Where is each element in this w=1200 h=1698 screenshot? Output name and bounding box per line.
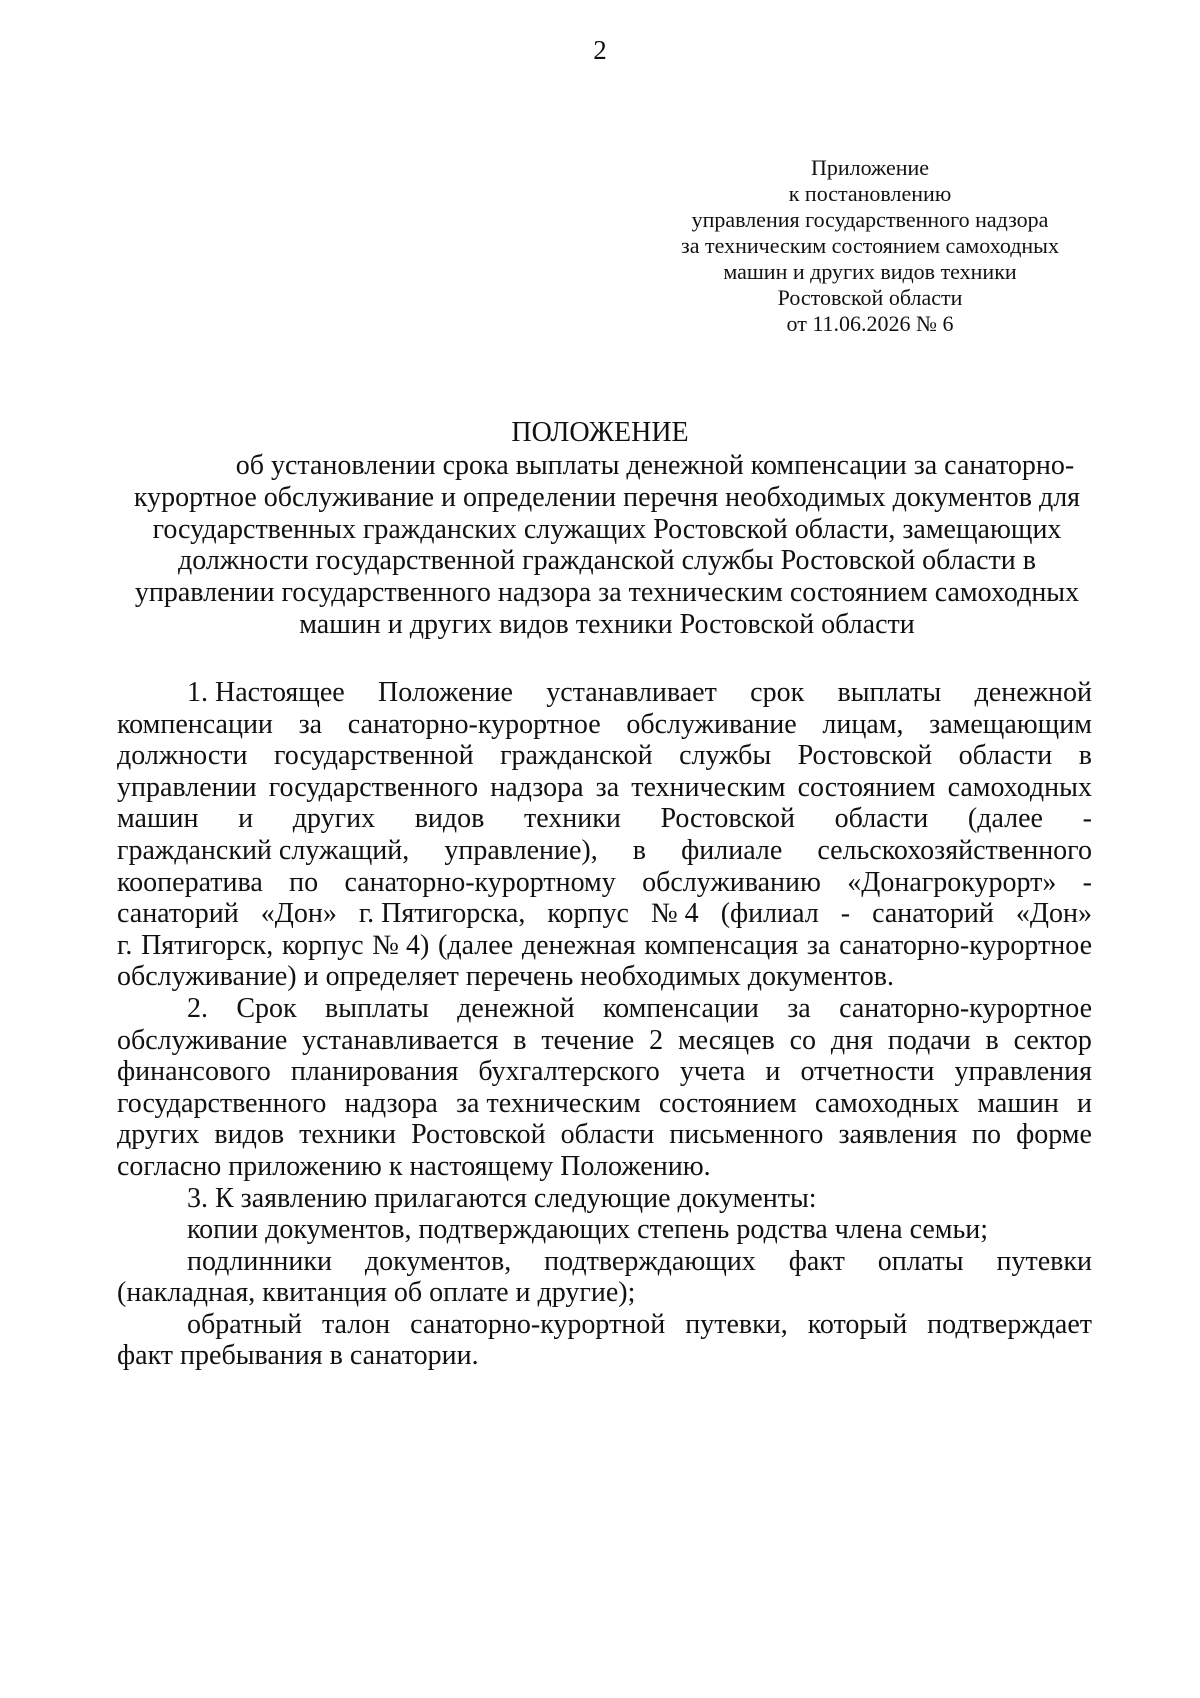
body-word: техники — [299, 1119, 397, 1151]
body-word: государственного — [117, 1087, 327, 1119]
subtitle-line: об установлении срока выплаты денежной компенсации за санаторно- — [235, 450, 1075, 481]
appendix-block — [660, 155, 1080, 337]
body-word: № 4) — [372, 929, 430, 961]
body-word: - — [840, 898, 851, 930]
body-word: машин — [117, 803, 199, 835]
body-word: техники — [524, 803, 621, 835]
body-word: 2 — [649, 1024, 664, 1056]
body-line — [117, 1340, 1092, 1372]
body-word: надзора — [344, 1087, 438, 1119]
body-line — [117, 772, 1092, 804]
body-word: лицам, — [822, 708, 904, 740]
body-word: денежной — [457, 992, 575, 1024]
body-word: в — [513, 1024, 527, 1056]
body-word: области — [560, 1119, 655, 1151]
body-line — [117, 1214, 1092, 1246]
body-word: замещающим — [929, 708, 1092, 740]
body-word: дня — [830, 1024, 874, 1056]
body-word: устанавливает — [546, 677, 717, 708]
body-word: и — [1077, 1087, 1092, 1119]
body-word: учета — [679, 1056, 746, 1088]
body-word: подтверждающих — [544, 1245, 756, 1277]
body-word: корпус — [547, 898, 629, 930]
body-word: обслуживанию — [642, 866, 821, 898]
body-word: видов — [214, 1119, 285, 1151]
appendix-line: к постановлению — [788, 181, 952, 206]
body-word: денежная — [521, 929, 636, 961]
body-word: санаторно-курортному — [344, 866, 616, 898]
body-word: Ростовской — [660, 803, 796, 835]
body-word: планирования — [290, 1056, 459, 1088]
subtitle-line: курортное обслуживание и определении перечня необходимых документов для — [133, 481, 1081, 513]
body-word: самоходных — [947, 771, 1092, 803]
body-word: за — [806, 929, 831, 961]
body-word: документов, — [364, 1245, 512, 1277]
body-word: состоянием — [797, 771, 936, 803]
body-word: (далее — [438, 929, 514, 961]
body-word: факт — [788, 1245, 845, 1277]
body-word: 2. — [187, 992, 208, 1024]
body-word: месяцев — [677, 1024, 775, 1056]
body-word: бухгалтерского — [478, 1056, 660, 1088]
body-word: самоходных — [814, 1087, 960, 1119]
body-word: должности — [117, 740, 248, 772]
body-word: который — [807, 1308, 908, 1340]
body-word: «Донагрокурорт» — [847, 866, 1057, 898]
body-word: гражданский служащий, — [117, 834, 410, 866]
body-word: г. Пятигорска, — [358, 898, 526, 930]
body-word: области — [958, 740, 1053, 772]
body-line — [117, 1151, 1092, 1183]
body-word: филиале — [681, 834, 783, 866]
body-word: № 4 — [650, 898, 699, 930]
body-word: факт пребывания в санатории. — [117, 1340, 479, 1372]
body-word: управление), — [444, 834, 598, 866]
body-word: компенсация — [644, 929, 799, 961]
body-word: состоянием — [658, 1087, 797, 1119]
body-word: Положение — [378, 677, 513, 708]
body-word: по — [972, 1119, 1001, 1151]
body-word: и — [238, 803, 254, 835]
appendix-line: машин и других видов техники — [723, 259, 1017, 284]
subtitle-line: должности государственной гражданской службы Ростовской области в — [178, 545, 1036, 577]
body-word: кооператива — [117, 866, 263, 898]
body-word: течение — [541, 1024, 635, 1056]
body-word: устанавливается — [302, 1024, 499, 1056]
body-word: письменного — [669, 1119, 824, 1151]
body-word: управлении — [117, 771, 257, 803]
body-word: путевки, — [685, 1308, 788, 1340]
body-word: Пятигорск, — [141, 929, 274, 961]
body-line — [117, 835, 1092, 867]
body-word: (накладная, квитанция об оплате и другие); — [117, 1277, 636, 1309]
body-word: в — [1078, 740, 1092, 772]
body-line — [117, 961, 1092, 993]
body-word: компенсации — [117, 708, 273, 740]
body-word: службы — [679, 740, 772, 772]
body-line — [117, 1183, 1092, 1215]
body-word: управления — [954, 1056, 1092, 1088]
body-line — [117, 1277, 1092, 1309]
body-line — [117, 1309, 1092, 1341]
subtitle-line: машин и других видов техники Ростовской области — [299, 608, 915, 640]
body-word: - — [1082, 866, 1092, 898]
body-word: обслуживание) и определяет перечень необходимых документов. — [117, 961, 895, 993]
body-word: за техническим — [455, 1087, 641, 1119]
body-word: копии документов, подтверждающих степень родства члена семьи; — [187, 1214, 989, 1246]
body-line — [117, 1088, 1092, 1120]
body-word: и — [765, 1056, 781, 1088]
appendix-date-line: от 11.06.2026 № 6 — [786, 311, 954, 336]
body-word: техническим — [631, 771, 786, 803]
body-word: гражданской — [500, 740, 653, 772]
body-word: области — [834, 803, 929, 835]
body-word: обслуживание — [117, 1024, 288, 1056]
body-word: надзора — [490, 771, 584, 803]
body-word: заявления — [838, 1119, 957, 1151]
body-line — [117, 803, 1092, 835]
body-word: 3. К заявлению прилагаются следующие документы: — [187, 1182, 817, 1214]
body-word: сельскохозяйственного — [817, 834, 1092, 866]
body-word: форме — [1016, 1119, 1092, 1151]
body-word: санаторий — [117, 898, 239, 930]
body-line — [117, 677, 1092, 709]
body-word: видов — [414, 803, 485, 835]
body-line — [117, 1246, 1092, 1278]
body-word: сектор — [1013, 1024, 1092, 1056]
body-word: отчетности — [800, 1056, 935, 1088]
body-word: обслуживание — [626, 708, 797, 740]
body-word: согласно приложению к настоящему Положению. — [117, 1150, 711, 1182]
body-word: за — [298, 708, 323, 740]
body-word: других — [117, 1119, 200, 1151]
body-word: в — [985, 1024, 999, 1056]
body-word: других — [292, 803, 376, 835]
body-word: 1. Настоящее — [187, 677, 345, 708]
appendix-line: Ростовской области — [777, 285, 963, 310]
subtitle-line: управлении государственного надзора за техническим состоянием самоходных — [134, 577, 1080, 609]
body-word: срок — [750, 677, 805, 708]
body-word: (филиал — [720, 898, 819, 930]
body-line — [117, 993, 1092, 1025]
body-line — [117, 930, 1092, 962]
body-word: санаторно-курортное — [839, 929, 1092, 961]
body-word: подачи — [887, 1024, 971, 1056]
body-word: подтверждает — [927, 1308, 1092, 1340]
body-word: Ростовской — [797, 740, 933, 772]
body-word: государственного — [268, 771, 479, 803]
body-word: за — [595, 771, 620, 803]
body-word: (далее — [967, 803, 1043, 835]
body-word: санаторно-курортной — [410, 1308, 666, 1340]
appendix-line: за техническим состоянием самоходных — [681, 233, 1059, 258]
body-line — [117, 867, 1092, 899]
body-word: выплаты — [837, 677, 942, 708]
body-word: г. — [117, 929, 133, 961]
body-word: санаторно-курортное — [839, 992, 1092, 1024]
body-word: «Дон» — [260, 898, 337, 930]
body-word: подлинники — [187, 1245, 332, 1277]
document-subtitle — [120, 450, 1094, 641]
body-word: выплаты — [325, 992, 429, 1024]
body-word: санаторий — [872, 898, 994, 930]
body-word: финансового — [117, 1056, 271, 1088]
body-word: путевки — [996, 1245, 1092, 1277]
body-word: оплаты — [877, 1245, 964, 1277]
body-word: денежной — [974, 677, 1092, 708]
appendix-line: Приложение — [810, 155, 930, 180]
body-word: по — [289, 866, 319, 898]
body-word: машин — [977, 1087, 1059, 1119]
body-line — [117, 1119, 1092, 1151]
body-word: в — [632, 834, 647, 866]
body-word: корпус — [281, 929, 364, 961]
body-word: за — [787, 992, 811, 1024]
body-word: Ростовской — [411, 1119, 546, 1151]
body-line — [117, 1025, 1092, 1057]
body-word: со — [789, 1024, 817, 1056]
body-word: Срок — [236, 992, 297, 1024]
body-line — [117, 1056, 1092, 1088]
body-word: компенсации — [602, 992, 759, 1024]
body-word: государственной — [274, 740, 474, 772]
body-word: - — [1082, 803, 1092, 835]
body-word: «Дон» — [1015, 898, 1092, 930]
page-number: 2 — [593, 35, 607, 65]
body-word: санаторно-курортное — [347, 708, 601, 740]
body-word: обратный — [187, 1308, 302, 1340]
body-word: талон — [321, 1308, 391, 1340]
document-title: ПОЛОЖЕНИЕ — [511, 417, 689, 448]
body-line — [117, 898, 1092, 930]
subtitle-line: государственных гражданских служащих Ростовской области, замещающих — [152, 513, 1062, 545]
body-line — [117, 709, 1092, 741]
appendix-line: управления государственного надзора — [691, 207, 1049, 232]
document-body — [117, 677, 1092, 1372]
body-line — [117, 740, 1092, 772]
